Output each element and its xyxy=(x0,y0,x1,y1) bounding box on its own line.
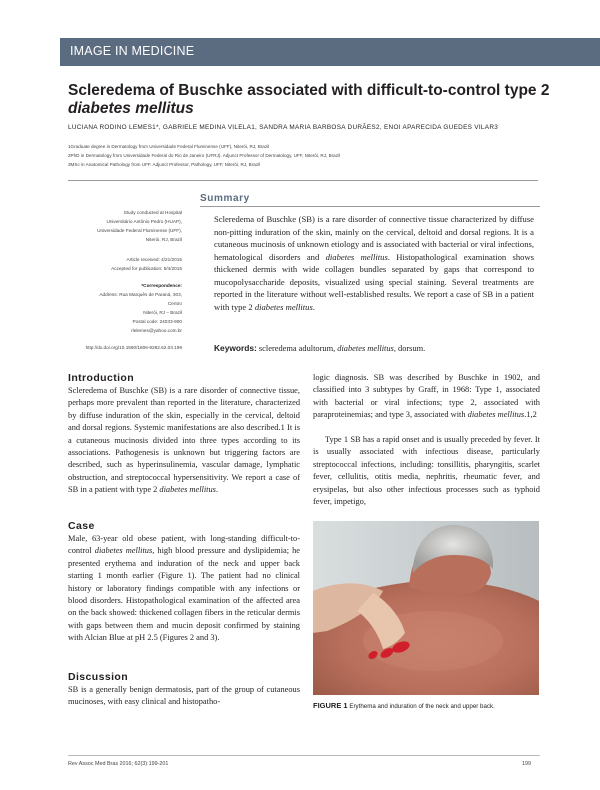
right-column-paragraph-2: Type 1 SB has a rapid onset and is usually preceded by fever. It is usually associated with infectious disease, particularly streptococcal infections, including: tonsillitis, pharyngitis, scarlet fever, cellulitis, otitis media, nephritis, rheumatic fever, and erysipelas, but also other infectious processes such as typhoid fever, impetigo, xyxy=(313,435,540,507)
figure-label: FIGURE 1 xyxy=(313,701,348,710)
title-main: Scleredema of Buschke associated with difficult-to-control type 2 xyxy=(68,82,550,99)
correspondence-label: *Correspondence: xyxy=(141,283,182,288)
right-column-paragraph-1 xyxy=(313,372,540,422)
journal-citation: Rev Assoc Med Bras 2016; 62(3):199-201 xyxy=(68,761,169,767)
abstract-part-3: . xyxy=(312,301,315,312)
abstract-italic-1: diabetes mellitus xyxy=(325,251,388,262)
abstract-italic-2: diabetes mellitus xyxy=(254,301,313,312)
study-line: Universitário Antônio Pedro (HUAP), xyxy=(106,219,182,224)
intro-body: Scleredema of Buschke (SB) is a rare disorder of connective tissue, perhaps more prevalent than reported in the literature, characterized by diffuse induration of the skin, especially in the cervical, deltoid and dorsal regions. Systemic manifestations are also described.1 It is a cutaneous mucinosis divided into three types according to its associations. Pathogenesis is unknown but triggering factors are described, such as hyperinsulinemia, vascular damage, lymphatic obstruction, and streptococcal hypersensitivity. We report a case of SB in a patient with type 2 xyxy=(68,386,300,495)
case-text xyxy=(68,533,300,645)
summary-divider xyxy=(200,206,540,207)
figure-caption-text: Erythema and induration of the neck and upper back. xyxy=(349,703,495,710)
intro-end: . xyxy=(215,485,219,495)
author-list: LUCIANA RODINO LEMES1*, GABRIELE MEDINA VILELA1, SANDRA MARIA BARBOSA DURÃES2, ENOI APARECIDA GUEDES VILAR3 xyxy=(68,124,499,131)
keywords-label: Keywords: xyxy=(214,343,257,353)
correspondence-line: Postal code: 24033-900 xyxy=(132,319,182,324)
case-italic: diabetes mellitus xyxy=(94,546,153,556)
study-line: Niterói, RJ, Brazil xyxy=(145,237,182,242)
affiliation-1: 1Graduate degree in Dermatology from Universidade Federal Fluminense (UFF), Niterói, RJ, Brazil xyxy=(68,144,270,149)
introduction-heading: Introduction xyxy=(68,372,135,384)
keywords-part-2: , dorsum. xyxy=(393,344,426,353)
discussion-heading: Discussion xyxy=(68,671,129,683)
article-title xyxy=(68,82,568,118)
discussion-text: SB is a generally benign dermatosis, part of the group of cutaneous mucinoses, with easy clinical and histopatho- xyxy=(68,685,300,707)
correspondence-email: rlelemes@yahoo.com.br xyxy=(131,328,182,333)
right-p1-part-1: logic diagnosis. SB was described by Buschke in 1902, and classified into 3 subtypes by Graff, in 1968: Type 1, associated with bacterial or viral infections; type 2, associated with paraproteinemias; and type 3, associated with xyxy=(313,373,540,420)
right-p1-part-2: .1,2 xyxy=(524,410,537,420)
date-received: Article received: 4/21/2015 xyxy=(126,257,182,262)
summary-heading: Summary xyxy=(200,193,250,204)
figure-1-caption xyxy=(313,701,541,710)
header-divider xyxy=(68,180,538,181)
article-dates xyxy=(68,255,182,273)
correspondence-line: Niterói, RJ – Brazil xyxy=(143,310,182,315)
affiliation-3: 3MSc in Anatomical Pathology from UFF. Adjunct Professor, Pathology, UFF, Niterói, RJ, Brazil xyxy=(68,162,261,167)
doi-link[interactable]: http://dx.doi.org/10.1590/1806-9282.62.03.199 xyxy=(85,345,182,350)
abstract-text xyxy=(214,213,534,313)
study-institution xyxy=(68,208,182,244)
study-line: Study conducted at Hospital xyxy=(123,210,182,215)
intro-italic: diabetes mellitus xyxy=(159,485,216,495)
keywords-line xyxy=(214,343,534,353)
affiliations xyxy=(68,142,588,169)
page-number: 199 xyxy=(522,761,531,767)
clinical-photo-illustration xyxy=(313,521,539,695)
figure-1-photo xyxy=(313,521,539,695)
abstract-part-1: Scleredema of Buschke (SB) is a rare disorder of connective tissue characterized by diffuse non-pitting induration of the skin, mainly on the cervical, deltoid and dorsal regions. It is a cutaneous mucinosis of unknown etiology and is associated with bacterial or viral infections, hematological disorders and xyxy=(214,214,534,262)
affiliation-2: 2PhD in Dermatology from Universidade Federal do Rio de Janeiro (UFRJ). Adjunct Professor of Dermatology, UFF, Niterói, RJ, Brazil xyxy=(68,153,341,158)
correspondence xyxy=(68,281,182,335)
study-line: Universidade Federal Fluminense (UFF), xyxy=(97,228,182,233)
section-banner xyxy=(60,38,600,66)
date-accepted: Accepted for publication: 5/4/2015 xyxy=(111,266,182,271)
footer-divider xyxy=(68,755,540,756)
correspondence-line: Centro xyxy=(167,301,182,306)
title-italic: diabetes mellitus xyxy=(68,100,194,117)
case-heading: Case xyxy=(68,520,95,532)
correspondence-line: Address: Rua Marquês de Paraná, 303, xyxy=(99,292,182,297)
introduction-text xyxy=(68,385,300,497)
abstract-part-2: . Histopathological examination shows thickened dermis with wide collagen bundles separated by gaps that correspond to mucopolysaccharide deposits, visualized using special staining. Several treatments are reported in the literature without well-established results. We report a case of SB in a patient with type 2 xyxy=(214,251,535,312)
keywords-part-1: scleredema adultorum, xyxy=(258,344,336,353)
case-part-2: , high blood pressure and dyslipidemia; he presented erythema and induration of the neck and upper back starting 1 month earlier (Figure 1). The patient had no clinical history or laboratory findings compatible with any infections or blood disorders. Histopathological examination of the affected area on the back showed: thickened collagen fibers in the reticular dermis with gaps between them and mucin deposit confirmed by staining with Alcian Blue at pH 2.5 (Figures 2 and 3). xyxy=(68,546,301,643)
right-p1-italic: diabetes mellitus xyxy=(467,410,525,420)
keywords-italic: diabetes mellitus xyxy=(337,344,394,353)
banner-text: IMAGE IN MEDICINE xyxy=(70,44,195,58)
case-part-1: Male, 63-year old obese patient, with long-standing difficult-to-control xyxy=(68,534,300,556)
